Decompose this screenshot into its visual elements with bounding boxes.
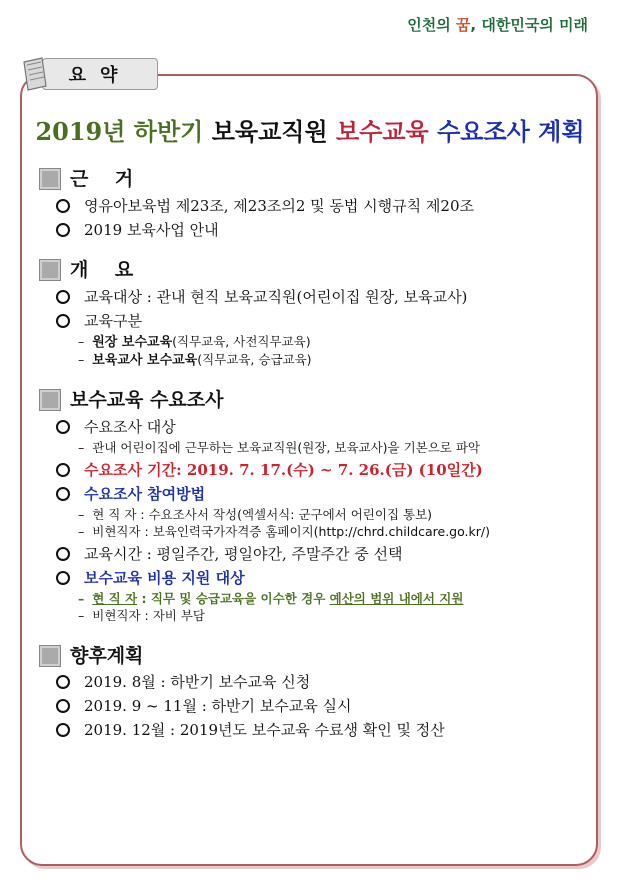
square-bullet-icon xyxy=(40,646,60,666)
city-logo: 인천의 꿈, 대한민국의 미래 xyxy=(407,16,588,34)
circle-bullet-icon xyxy=(56,487,70,501)
sub-item: – 비현직자 : 보육인력국가자격증 홈페이지(http://chrd.childcare.go.kr/) xyxy=(78,523,490,539)
circle-bullet-icon xyxy=(56,571,70,585)
square-bullet-icon xyxy=(40,169,60,189)
square-bullet-icon xyxy=(40,390,60,410)
list-item: 2019. 8월 : 하반기 보수교육 신청 xyxy=(56,673,600,691)
sub-item: – 현 직 자 : 직무 및 승급교육을 이수한 경우 예산의 범위 내에서 지원 xyxy=(78,590,464,606)
section-plan-heading: 향후계획 xyxy=(40,645,600,668)
sub-item: – 원장 보수교육(직무교육, 사전직무교육) xyxy=(78,333,311,350)
sub-item: – 비현직자 : 자비 부담 xyxy=(78,607,205,623)
sub-item: – 보육교사 보수교육(직무교육, 승급교육) xyxy=(78,352,312,369)
circle-bullet-icon xyxy=(56,723,70,737)
circle-bullet-icon xyxy=(56,199,70,213)
circle-bullet-icon xyxy=(56,547,70,561)
document-body xyxy=(40,168,600,743)
sub-item: – 관내 어린이집에 근무하는 보육교직원(원장, 보육교사)을 기본으로 파악 xyxy=(78,439,480,455)
list-item: 2019. 9 ~ 11월 : 하반기 보수교육 실시 xyxy=(56,697,600,715)
page-title: 2019년 하반기 보육교직원 보수교육 수요조사 계획 xyxy=(35,117,585,146)
circle-bullet-icon xyxy=(56,223,70,237)
list-item: 교육대상 : 관내 현직 보육교직원(어린이집 원장, 보육교사) xyxy=(56,288,600,306)
list-item: 수요조사 참여방법 xyxy=(56,485,600,503)
sub-item: – 현 직 자 : 수요조사서 작성(엑셀서식: 군구에서 어린이집 통보) xyxy=(78,506,433,522)
square-bullet-icon xyxy=(40,260,60,280)
circle-bullet-icon xyxy=(56,699,70,713)
notepad-icon xyxy=(20,56,48,92)
circle-bullet-icon xyxy=(56,675,70,689)
list-item: 교육구분 xyxy=(56,312,600,330)
section-survey-heading: 보수교육 수요조사 xyxy=(40,389,600,412)
list-item: 영유아보육법 제23조, 제23조의2 및 동법 시행규칙 제20조 xyxy=(56,197,600,215)
circle-bullet-icon xyxy=(56,314,70,328)
section-overview-heading: 개 요 xyxy=(40,259,600,282)
list-item: 2019 보육사업 안내 xyxy=(56,221,600,239)
list-item: 2019. 12월 : 2019년도 보수교육 수료생 확인 및 정산 xyxy=(56,721,600,739)
list-item: 보수교육 비용 지원 대상 xyxy=(56,569,600,587)
section-basis-heading: 근 거 xyxy=(40,168,600,191)
list-item: 수요조사 대상 xyxy=(56,418,600,436)
list-item: 수요조사 기간 : 2019. 7. 17.(수) ~ 7. 26.(금) (10일간) xyxy=(56,461,600,479)
circle-bullet-icon xyxy=(56,463,70,477)
circle-bullet-icon xyxy=(56,420,70,434)
summary-tab: 요약 xyxy=(42,58,158,90)
circle-bullet-icon xyxy=(56,290,70,304)
list-item: 교육시간 : 평일주간, 평일야간, 주말주간 중 선택 xyxy=(56,545,600,563)
